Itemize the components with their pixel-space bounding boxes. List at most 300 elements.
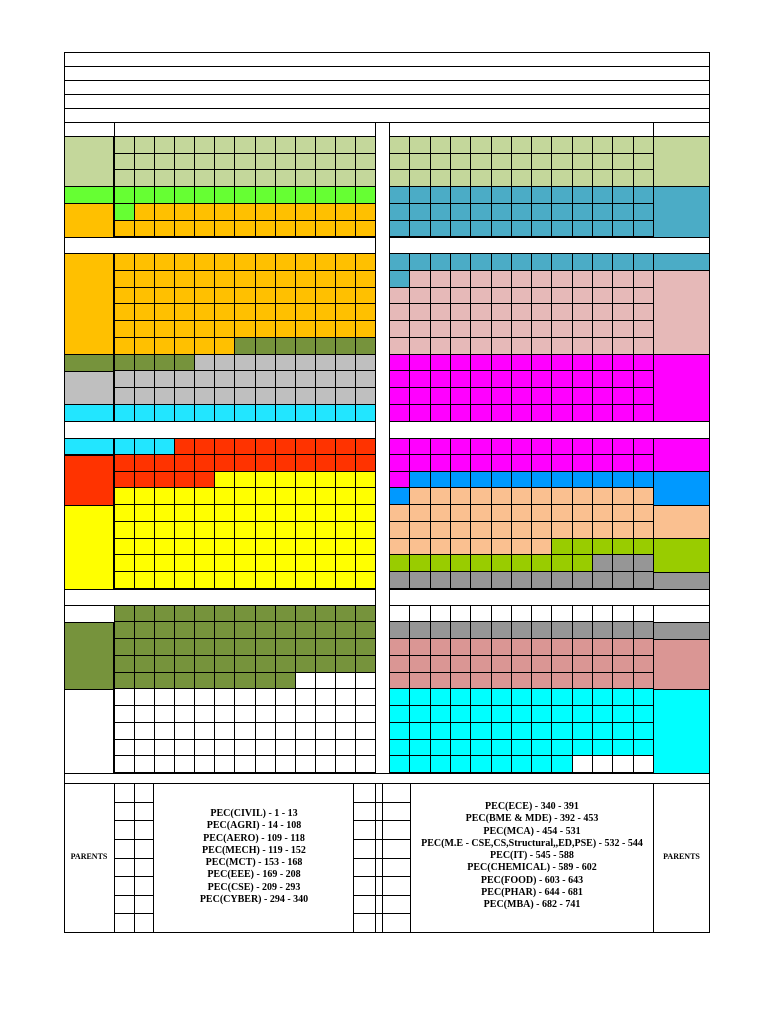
seat-cell [532, 137, 552, 154]
seat-cell [296, 673, 316, 690]
seat-cell [532, 288, 552, 305]
seat-cell [532, 673, 552, 690]
seat-cell [175, 154, 195, 171]
seat-cell [532, 271, 552, 288]
seat-cell [552, 639, 572, 656]
seat-cell [634, 539, 654, 556]
seat-cell [155, 572, 175, 589]
seat-cell [155, 639, 175, 656]
seat-cell [613, 673, 633, 690]
footer-cell [135, 914, 155, 933]
seat-cell [316, 271, 336, 288]
seat-cell [256, 438, 276, 455]
seat-cell [276, 572, 296, 589]
seat-cell [215, 689, 235, 706]
seat-cell [431, 254, 451, 271]
seat-cell [135, 606, 155, 623]
seat-cell [451, 137, 471, 154]
seat-cell [155, 388, 175, 405]
footer-cell [354, 784, 383, 803]
seat-cell [471, 355, 491, 372]
seat-cell [552, 539, 572, 556]
footer-cell [115, 914, 135, 933]
seat-cell [613, 539, 633, 556]
seat-cell [135, 723, 155, 740]
seat-cell [155, 154, 175, 171]
seat-cell [215, 706, 235, 723]
seat-cell [155, 505, 175, 522]
seat-cell [552, 405, 572, 422]
seat-cell [451, 488, 471, 505]
seat-cell [336, 572, 356, 589]
seat-cell [512, 438, 532, 455]
seat-cell [356, 221, 376, 238]
seat-cell [195, 170, 215, 187]
seat-cell [215, 221, 235, 238]
seat-cell [115, 756, 135, 773]
seat-cell [593, 639, 613, 656]
seat-cell [356, 371, 376, 388]
department-entry: PEC(MBA) - 682 - 741 [483, 899, 581, 911]
seat-cell [471, 221, 491, 238]
seat-cell [235, 740, 255, 757]
seat-cell [471, 555, 491, 572]
seat-cell [634, 723, 654, 740]
seat-cell [532, 606, 552, 623]
seat-cell [276, 338, 296, 355]
seat-cell [256, 204, 276, 221]
seat-cell [316, 689, 336, 706]
seat-cell [276, 539, 296, 556]
seat-cell [356, 656, 376, 673]
side-color-block [64, 622, 114, 690]
seat-cell [175, 338, 195, 355]
seat-cell [613, 221, 633, 238]
seat-cell [135, 706, 155, 723]
seat-cell [451, 271, 471, 288]
seat-cell [175, 438, 195, 455]
seat-cell [532, 756, 552, 773]
seat-cell [431, 689, 451, 706]
footer-cell [383, 896, 412, 915]
seat-cell [215, 254, 235, 271]
seat-cell [573, 488, 593, 505]
seat-cell [155, 170, 175, 187]
seat-cell [135, 505, 155, 522]
seat-cell [431, 221, 451, 238]
seat-cell [532, 488, 552, 505]
seat-cell [135, 254, 155, 271]
seat-cell [613, 706, 633, 723]
seat-cell [115, 689, 135, 706]
seat-cell [336, 455, 356, 472]
seat-cell [195, 572, 215, 589]
seat-cell [410, 488, 430, 505]
seat-cell [492, 355, 512, 372]
seat-cell [431, 304, 451, 321]
seat-cell [195, 438, 215, 455]
side-color-block [64, 253, 114, 355]
seat-cell [390, 338, 410, 355]
seat-cell [115, 639, 135, 656]
seat-cell [634, 254, 654, 271]
seat-cell [195, 689, 215, 706]
seat-cell [451, 254, 471, 271]
seat-cell [512, 137, 532, 154]
seat-cell [593, 388, 613, 405]
seat-cell [115, 539, 135, 556]
seat-cell [276, 371, 296, 388]
seat-cell [316, 288, 336, 305]
seat-cell [410, 355, 430, 372]
seat-cell [256, 221, 276, 238]
seat-cell [276, 455, 296, 472]
seat-cell [512, 405, 532, 422]
seat-cell [390, 204, 410, 221]
seat-cell [336, 606, 356, 623]
seat-cell [451, 204, 471, 221]
seat-cell [235, 622, 255, 639]
seat-cell [634, 304, 654, 321]
seat-cell [410, 254, 430, 271]
seat-cell [532, 740, 552, 757]
seat-cell [235, 221, 255, 238]
seat-cell [613, 522, 633, 539]
seat-cell [593, 271, 613, 288]
seat-cell [512, 756, 532, 773]
seat-cell [135, 455, 155, 472]
side-color-block [653, 538, 710, 573]
seat-cell [512, 388, 532, 405]
seat-cell [471, 371, 491, 388]
seat-cell [410, 689, 430, 706]
seat-cell [155, 522, 175, 539]
seat-cell [336, 304, 356, 321]
seat-cell [410, 723, 430, 740]
seat-cell [492, 137, 512, 154]
seat-cell [451, 388, 471, 405]
seat-cell [235, 204, 255, 221]
seat-cell [613, 740, 633, 757]
seat-cell [573, 170, 593, 187]
seat-cell [390, 137, 410, 154]
seat-cell [593, 706, 613, 723]
seat-cell [573, 740, 593, 757]
seat-cell [316, 371, 336, 388]
seat-cell [492, 723, 512, 740]
seat-cell [451, 221, 471, 238]
seat-cell [512, 355, 532, 372]
seat-cell [215, 639, 235, 656]
seat-cell [512, 539, 532, 556]
seat-cell [356, 254, 376, 271]
seat-cell [215, 505, 235, 522]
seat-cell [532, 555, 552, 572]
seat-cell [215, 154, 235, 171]
seat-cell [492, 254, 512, 271]
seat-cell [215, 673, 235, 690]
seat-cell [296, 221, 316, 238]
seat-cell [316, 639, 336, 656]
seat-cell [195, 522, 215, 539]
seat-cell [492, 388, 512, 405]
seat-cell [235, 170, 255, 187]
seat-cell [532, 204, 552, 221]
seat-cell [316, 455, 336, 472]
seat-cell [431, 338, 451, 355]
seat-cell [573, 304, 593, 321]
seat-cell [235, 371, 255, 388]
seat-cell [471, 338, 491, 355]
seat-cell [431, 505, 451, 522]
seat-cell [235, 606, 255, 623]
seat-cell [155, 656, 175, 673]
seat-cell [471, 271, 491, 288]
seat-cell [512, 338, 532, 355]
seat-cell [356, 756, 376, 773]
seat-cell [155, 204, 175, 221]
seat-cell [195, 539, 215, 556]
footer-cell [115, 784, 135, 803]
seat-cell [431, 673, 451, 690]
seat-cell [390, 455, 410, 472]
seat-cell [613, 288, 633, 305]
footer-cell [115, 821, 135, 840]
seat-cell [316, 488, 336, 505]
seat-cell [135, 740, 155, 757]
header-divider [389, 122, 390, 136]
seat-cell [115, 221, 135, 238]
seat-cell [135, 271, 155, 288]
seat-cell [155, 355, 175, 372]
seat-cell [336, 723, 356, 740]
seat-cell [573, 154, 593, 171]
seat-cell [316, 622, 336, 639]
seat-cell [613, 338, 633, 355]
seat-cell [451, 522, 471, 539]
seat-cell [175, 656, 195, 673]
seat-cell [135, 221, 155, 238]
seat-cell [512, 221, 532, 238]
seat-cell [115, 606, 135, 623]
seat-cell [115, 187, 135, 204]
seat-cell [256, 371, 276, 388]
seat-cell [296, 371, 316, 388]
seat-cell [410, 606, 430, 623]
footer-cell [135, 859, 155, 878]
seat-cell [336, 254, 356, 271]
seat-cell [634, 221, 654, 238]
seat-cell [336, 405, 356, 422]
seat-cell [492, 204, 512, 221]
seat-cell [155, 304, 175, 321]
seat-cell [431, 288, 451, 305]
seat-cell [431, 388, 451, 405]
seat-cell [115, 204, 135, 221]
seat-cell [512, 656, 532, 673]
seat-cell [336, 656, 356, 673]
seat-cell [135, 154, 155, 171]
seat-cell [492, 539, 512, 556]
seat-cell [431, 555, 451, 572]
seat-cell [552, 221, 572, 238]
seat-cell [316, 572, 336, 589]
seat-cell [451, 187, 471, 204]
seat-cell [235, 555, 255, 572]
seat-cell [276, 673, 296, 690]
seat-cell [135, 689, 155, 706]
seat-cell [276, 472, 296, 489]
seat-cell [135, 488, 155, 505]
seat-cell [215, 723, 235, 740]
seat-cell [552, 271, 572, 288]
seat-cell [256, 405, 276, 422]
seat-cell [471, 756, 491, 773]
seat-cell [512, 505, 532, 522]
footer-cell [383, 821, 412, 840]
seat-cell [296, 706, 316, 723]
footer-cell [115, 896, 135, 915]
seat-cell [492, 438, 512, 455]
seat-cell [215, 472, 235, 489]
seat-cell [410, 572, 430, 589]
seat-cell [431, 572, 451, 589]
seat-cell [410, 187, 430, 204]
seat-cell [471, 740, 491, 757]
seat-cell [390, 187, 410, 204]
seat-cell [115, 505, 135, 522]
seat-cell [336, 472, 356, 489]
seat-cell [390, 606, 410, 623]
seat-cell [613, 639, 633, 656]
seat-cell [215, 622, 235, 639]
seat-cell [155, 371, 175, 388]
seat-cell [512, 154, 532, 171]
seat-cell [613, 371, 633, 388]
seat-cell [471, 572, 491, 589]
seat-cell [492, 740, 512, 757]
seat-cell [175, 254, 195, 271]
seat-cell [532, 321, 552, 338]
footer-cell [115, 859, 135, 878]
seat-cell [135, 187, 155, 204]
seat-cell [316, 154, 336, 171]
seat-cell [135, 405, 155, 422]
seat-cell [336, 673, 356, 690]
seat-cell [296, 539, 316, 556]
seat-cell [573, 137, 593, 154]
seat-cell [235, 673, 255, 690]
seat-cell [135, 555, 155, 572]
seat-cell [512, 572, 532, 589]
seat-cell [296, 555, 316, 572]
seat-cell [613, 572, 633, 589]
seat-cell [115, 622, 135, 639]
seat-cell [410, 472, 430, 489]
seat-cell [296, 756, 316, 773]
seat-cell [256, 673, 276, 690]
seat-cell [634, 321, 654, 338]
seat-cell [573, 288, 593, 305]
department-entry: PEC(AGRI) - 14 - 108 [206, 820, 302, 832]
seat-cell [431, 539, 451, 556]
seat-cell [175, 539, 195, 556]
seat-cell [215, 606, 235, 623]
seat-cell [593, 689, 613, 706]
seat-cell [276, 355, 296, 372]
seat-cell [296, 622, 316, 639]
seat-cell [573, 438, 593, 455]
seat-cell [276, 405, 296, 422]
seat-cell [256, 254, 276, 271]
seat-cell [296, 438, 316, 455]
seat-cell [512, 639, 532, 656]
seat-cell [410, 204, 430, 221]
seat-cell [410, 371, 430, 388]
seat-cell [175, 639, 195, 656]
seat-cell [634, 388, 654, 405]
seat-cell [471, 622, 491, 639]
seat-cell [613, 488, 633, 505]
seat-cell [256, 472, 276, 489]
seat-cell [195, 254, 215, 271]
seat-cell [256, 187, 276, 204]
seat-cell [276, 204, 296, 221]
seat-cell [195, 656, 215, 673]
seat-cell [175, 606, 195, 623]
seat-cell [390, 355, 410, 372]
seat-cell [512, 706, 532, 723]
seat-cell [613, 170, 633, 187]
seat-cell [492, 304, 512, 321]
seat-cell [552, 371, 572, 388]
seat-cell [492, 572, 512, 589]
seat-cell [195, 271, 215, 288]
seat-cell [256, 606, 276, 623]
seat-cell [410, 137, 430, 154]
seat-cell [593, 204, 613, 221]
seat-cell [431, 154, 451, 171]
seat-cell [492, 455, 512, 472]
seat-cell [215, 572, 235, 589]
seat-cell [175, 673, 195, 690]
seat-cell [336, 505, 356, 522]
seat-cell [613, 137, 633, 154]
seat-cell [195, 505, 215, 522]
side-color-block [653, 438, 710, 473]
seat-cell [410, 388, 430, 405]
seat-cell [235, 154, 255, 171]
seat-cell [316, 505, 336, 522]
seat-cell [613, 455, 633, 472]
department-entry: PEC(BME & MDE) - 392 - 453 [465, 813, 599, 825]
seat-cell [175, 689, 195, 706]
seat-cell [431, 522, 451, 539]
seat-cell [135, 539, 155, 556]
seat-cell [532, 355, 552, 372]
seat-cell [135, 522, 155, 539]
seat-cell [410, 154, 430, 171]
seat-cell [276, 271, 296, 288]
seat-cell [115, 355, 135, 372]
seat-cell [573, 656, 593, 673]
seat-cell [390, 472, 410, 489]
seat-cell [215, 338, 235, 355]
seat-cell [431, 271, 451, 288]
seat-cell [356, 137, 376, 154]
seat-cell [215, 388, 235, 405]
seat-cell [256, 321, 276, 338]
